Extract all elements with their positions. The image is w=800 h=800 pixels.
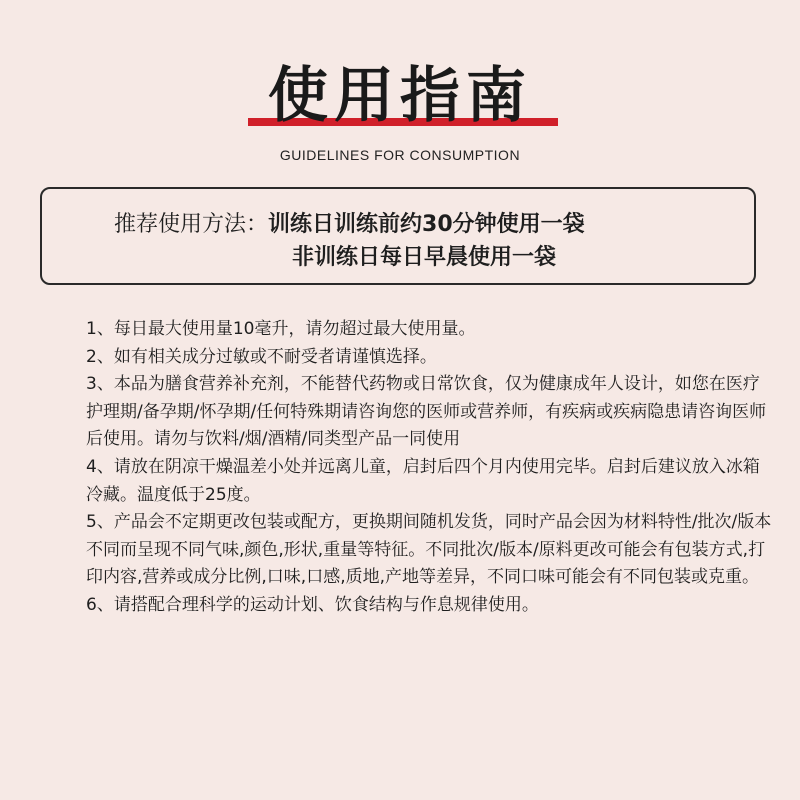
notes-list: [86, 316, 776, 620]
recommendation-box: [40, 187, 756, 285]
page-title: 使用指南: [268, 61, 532, 131]
note-item: 2、如有相关成分过敏或不耐受者请谨慎选择。: [86, 346, 437, 367]
note-item: 1、每日最大使用量10毫升，请勿超过最大使用量。: [86, 319, 476, 339]
recommendation-training-day: 训练日训练前约30分钟使用一袋: [268, 212, 585, 237]
note-item: 5、产品会不定期更改包装或配方，更换期间随机发货，同时产品会因为材料特性/批次/版本不同而呈现不同气味,颜色,形状,重量等特征。不同批次/版本/原料更改可能会有包装方式,打印内容,营养或成分比例,口味,口感,质地,产地等差异，不同口味可能会有不同包装或克重。: [86, 512, 772, 588]
recommendation-line-1: [114, 210, 585, 240]
recommendation-rest-day: 非训练日每日早晨使用一袋: [292, 245, 557, 270]
recommendation-label: 推荐使用方法：: [114, 212, 269, 237]
note-item: 4、请放在阴凉干燥温差小处并远离儿童，启封后四个月内使用完毕。启封后建议放入冰箱冷藏。温度低于25度。: [86, 456, 760, 505]
page-subtitle: GUIDELINES FOR CONSUMPTION: [279, 147, 521, 163]
title-section: [0, 58, 800, 138]
note-item: 6、请搭配合理科学的运动计划、饮食结构与作息规律使用。: [86, 594, 539, 615]
note-item: 3、本品为膳食营养补充剂，不能替代药物或日常饮食，仅为健康成年人设计，如您在医疗护理期/备孕期/怀孕期/任何特殊期请咨询您的医师或营养师，有疾病或疾病隐患请咨询医师后使用。请勿与饮料/烟/酒精/同类型产品一同使用: [86, 374, 767, 450]
